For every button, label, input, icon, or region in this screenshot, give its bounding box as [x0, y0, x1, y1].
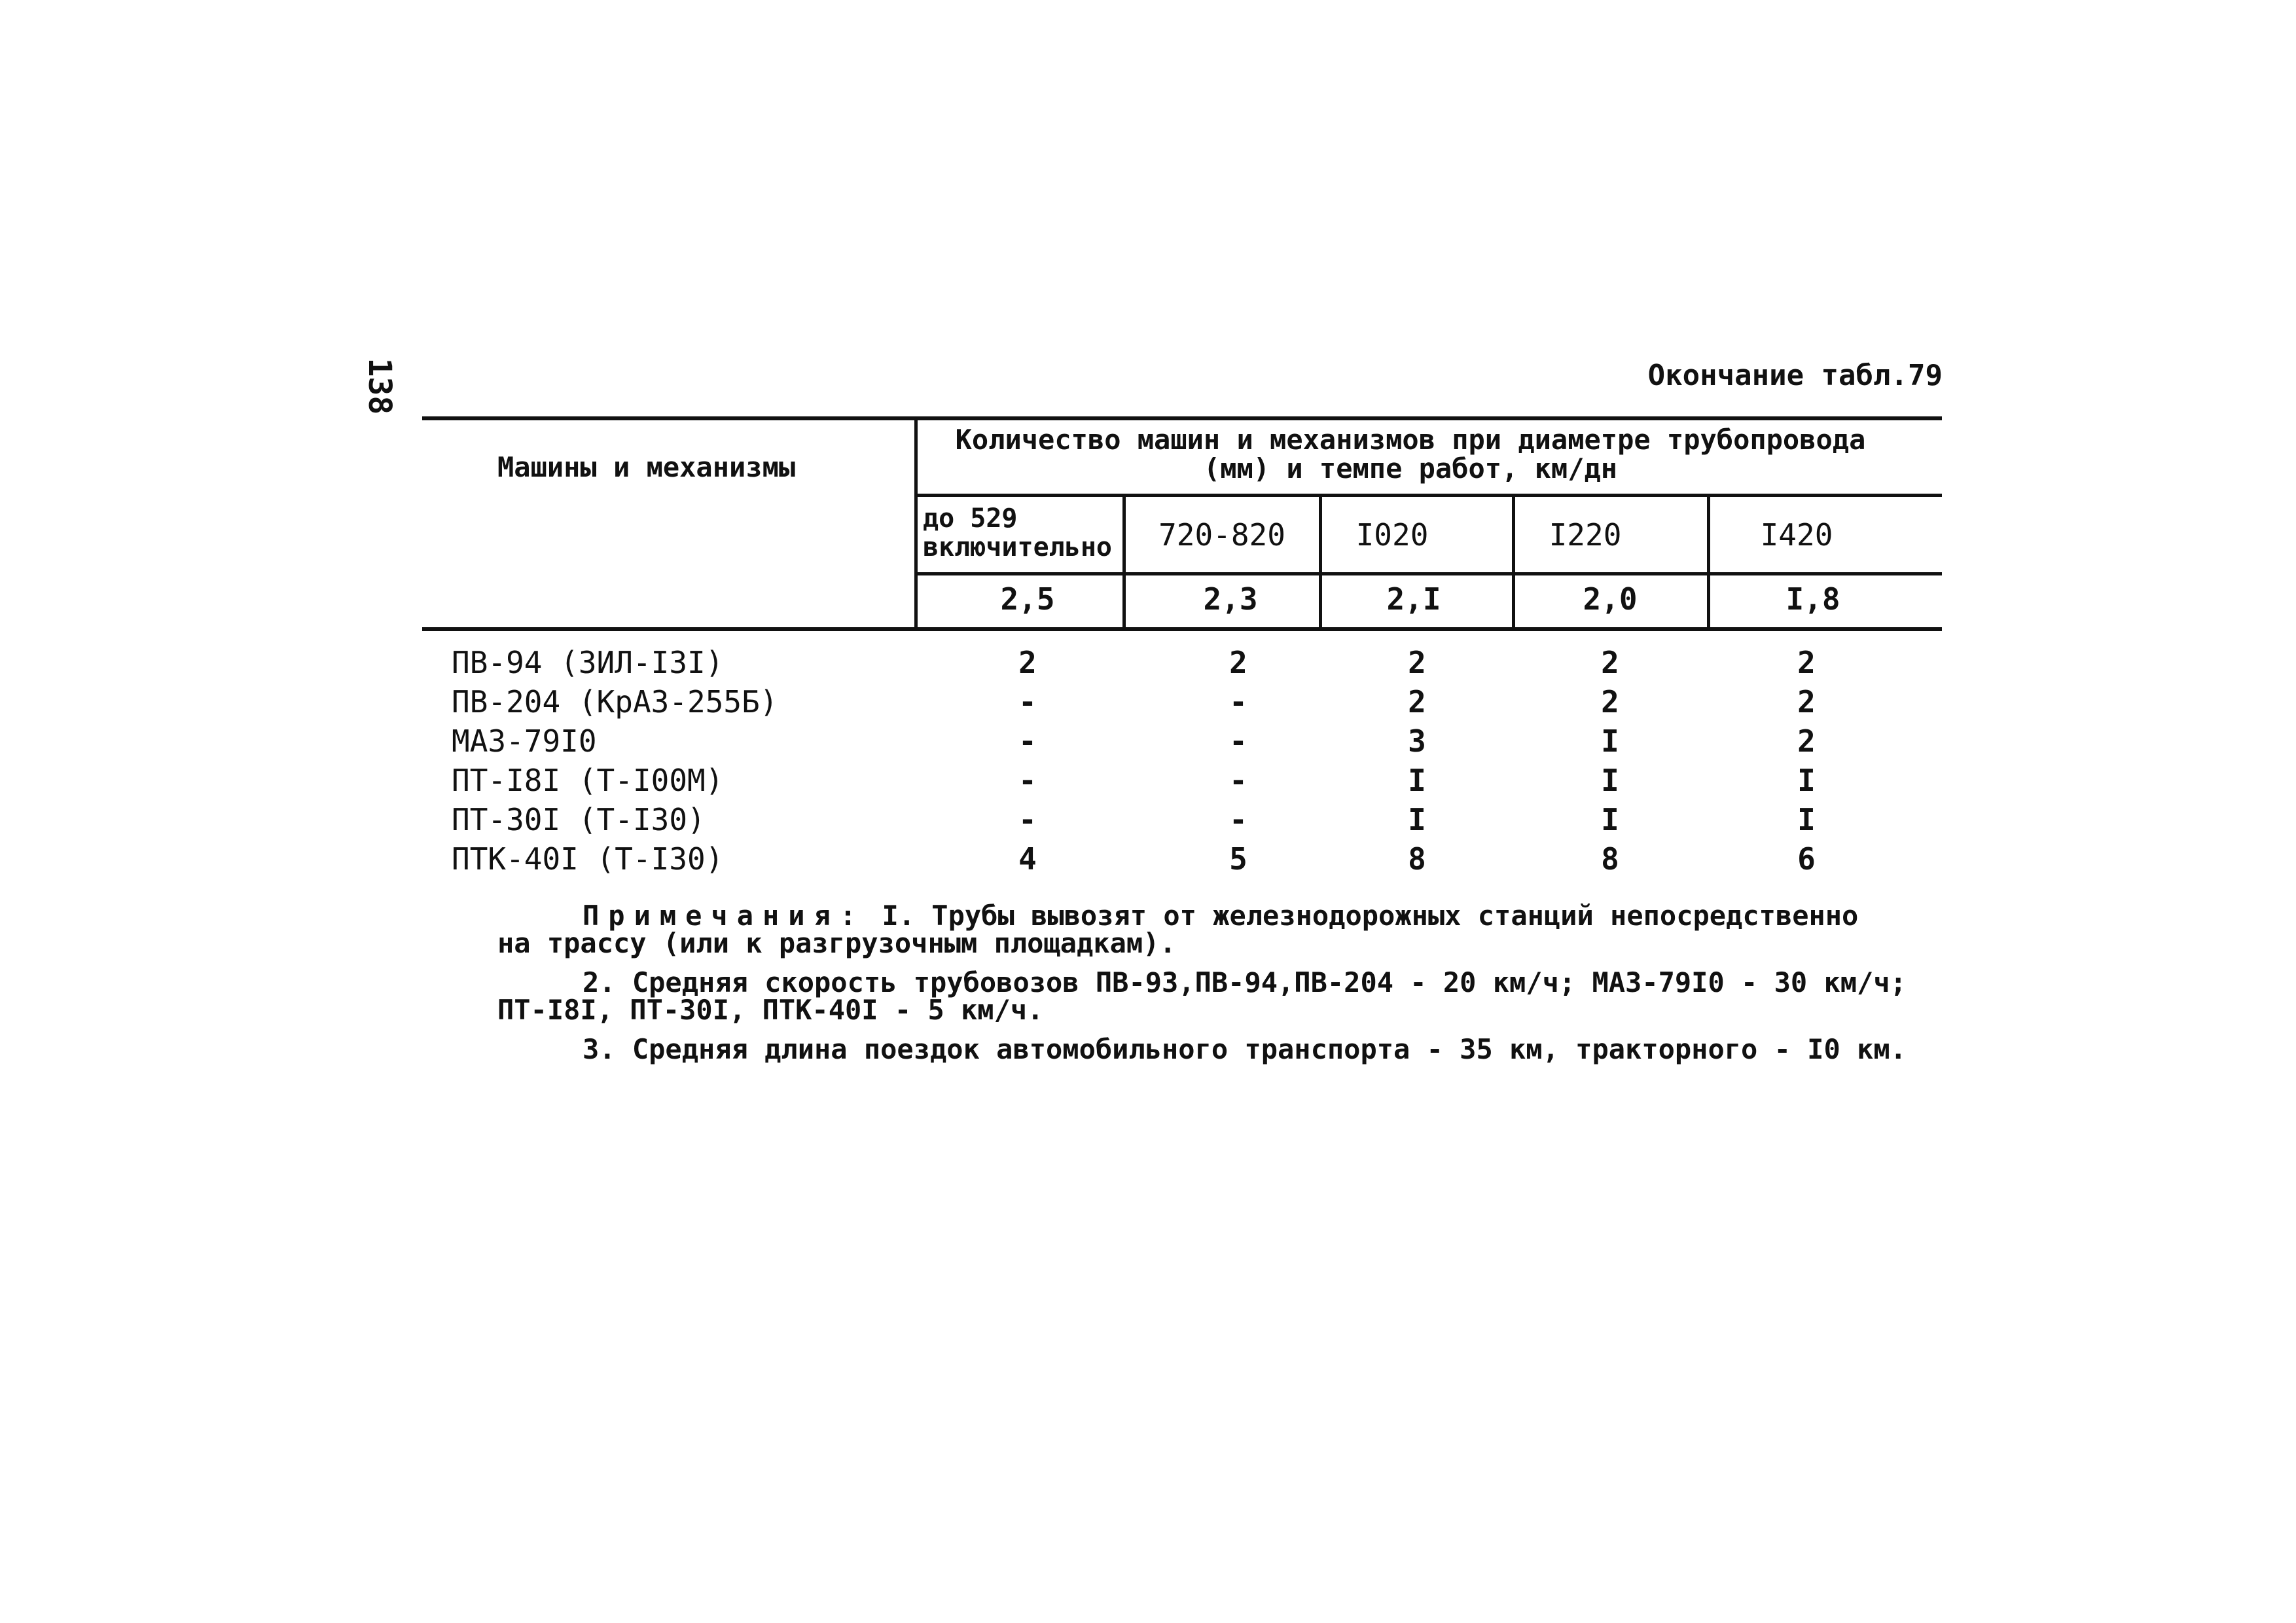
row-value: I [1797, 802, 1816, 837]
row-value: 2 [1797, 645, 1816, 680]
note-1-line-1: I. Трубы вывозят от железнодорожных станций непосредственно [882, 900, 1859, 932]
row-machine-name: ПВ-94 (ЗИЛ-I3I) [452, 645, 724, 680]
header-quantity: Количество машин и механизмов при диаметре трубопровода (мм) и темпе работ, км/дн [955, 424, 1866, 484]
table-caption: Окончание табл.79 [1647, 359, 1943, 392]
row-value: - [1229, 802, 1247, 837]
note-1-line-2: на трассу (или к разгрузочным площадкам). [497, 927, 1176, 959]
row-value: - [1229, 684, 1247, 720]
row-value: 2 [1797, 684, 1816, 720]
row-value: 2 [1408, 645, 1426, 680]
row-value: 2 [1601, 645, 1619, 680]
row-value: 2 [1229, 645, 1247, 680]
col-separator-2 [1319, 497, 1322, 627]
rate-5: I,8 [1785, 581, 1840, 617]
row-value: 8 [1408, 841, 1426, 877]
row-value: - [1229, 723, 1247, 759]
header-diameter-4: I220 [1549, 517, 1622, 553]
row-value: - [1018, 723, 1037, 759]
row-value: 5 [1229, 841, 1247, 877]
rate-divider-rule [914, 572, 1942, 575]
rate-4: 2,0 [1583, 581, 1638, 617]
note-2-line-2: ПТ-I8I, ПТ-30I, ПТК-40I - 5 км/ч. [497, 994, 1044, 1026]
row-value: - [1018, 763, 1037, 798]
row-value: 8 [1601, 841, 1619, 877]
row-value: 4 [1018, 841, 1037, 877]
rate-1: 2,5 [1000, 581, 1055, 617]
row-value: 3 [1408, 723, 1426, 759]
notes-title: Примечания: [583, 900, 866, 932]
table-top-rule [422, 416, 1942, 420]
row-value: I [1601, 723, 1619, 759]
row-value: I [1601, 763, 1619, 798]
row-machine-name: ПТ-30I (Т-I30) [452, 802, 706, 837]
row-value: 6 [1797, 841, 1816, 877]
rate-2: 2,3 [1203, 581, 1258, 617]
note-3: 3. Средняя длина поездок автомобильного транспорта - 35 км, тракторного - I0 км. [583, 1033, 1907, 1065]
row-machine-name: МАЗ-79I0 [452, 723, 597, 759]
header-divider-rule [914, 494, 1942, 497]
row-value: 2 [1018, 645, 1037, 680]
row-value: I [1797, 763, 1816, 798]
row-value: - [1018, 684, 1037, 720]
rate-3: 2,I [1386, 581, 1441, 617]
row-value: - [1229, 763, 1247, 798]
row-value: I [1408, 802, 1426, 837]
header-bottom-rule [422, 627, 1942, 631]
header-diameter-5: I420 [1760, 517, 1833, 553]
page-number: 138 [361, 357, 398, 415]
row-value: I [1601, 802, 1619, 837]
row-value: 2 [1797, 723, 1816, 759]
row-machine-name: ПТК-40I (Т-I30) [452, 841, 724, 877]
row-value: I [1408, 763, 1426, 798]
row-value: 2 [1408, 684, 1426, 720]
row-value: - [1018, 802, 1037, 837]
header-diameter-3: I020 [1355, 517, 1429, 553]
header-diameter-2: 720-820 [1158, 517, 1285, 553]
row-machine-name: ПТ-I8I (Т-I00М) [452, 763, 724, 798]
machines-column-separator [914, 420, 918, 627]
col-separator-4 [1707, 497, 1710, 627]
header-diameter-1: до 529 включительно [923, 503, 1112, 562]
col-separator-3 [1512, 497, 1515, 627]
col-separator-1 [1122, 497, 1126, 627]
row-value: 2 [1601, 684, 1619, 720]
row-machine-name: ПВ-204 (КрАЗ-255Б) [452, 684, 778, 720]
note-2-line-1: 2. Средняя скорость трубовозов ПВ-93,ПВ-94,ПВ-204 - 20 км/ч; МАЗ-79I0 - 30 км/ч; [583, 966, 1907, 998]
header-machines: Машины и механизмы [497, 451, 796, 483]
